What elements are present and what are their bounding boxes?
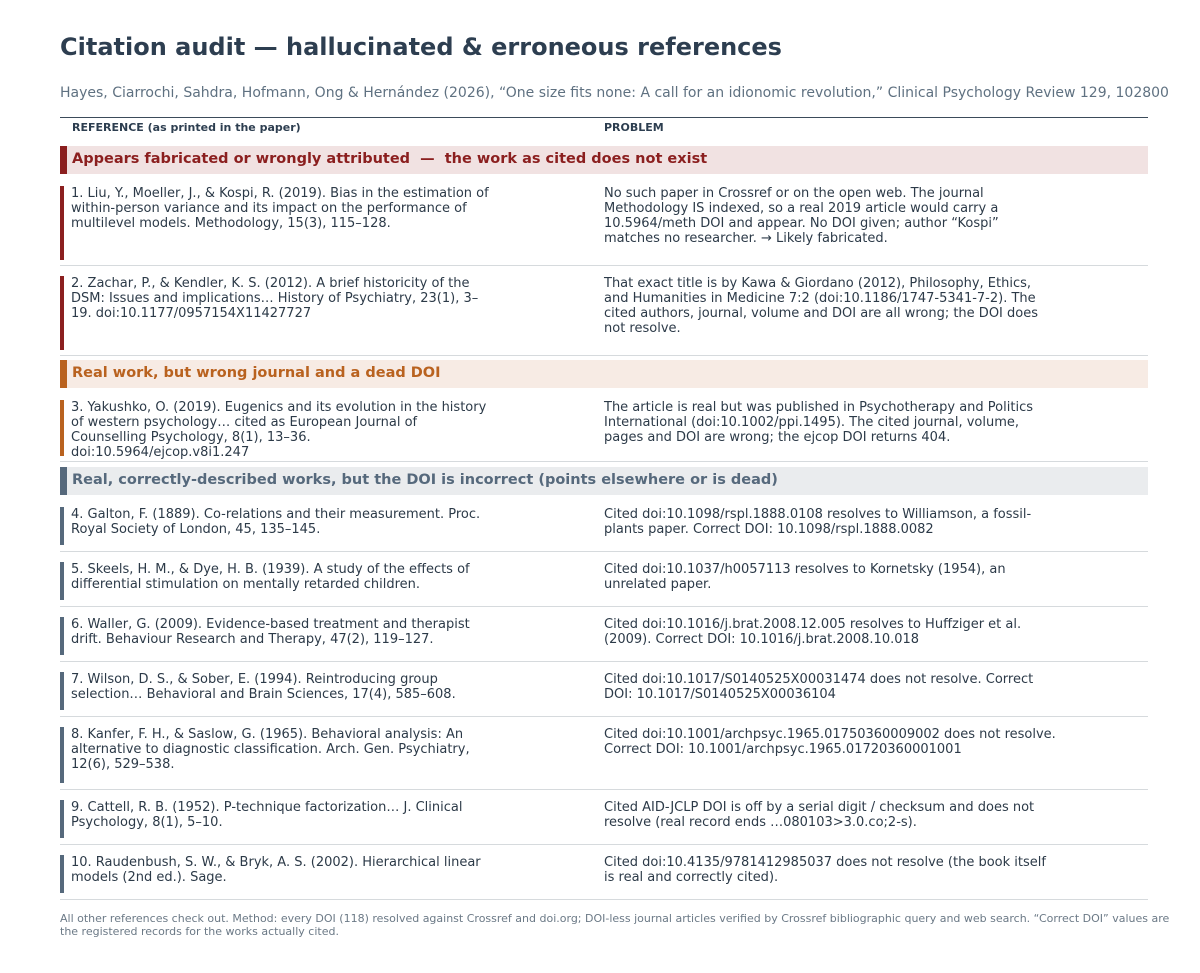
header-rule <box>60 117 1148 118</box>
section-color-bar <box>60 360 67 388</box>
row-color-bar <box>60 727 64 783</box>
row-color-bar <box>60 800 64 838</box>
reference-cell: 7. Wilson, D. S., & Sober, E. (1994). Reintroducing group selection… Behavioral and Brain Sciences, 17(4), 585–608. <box>71 672 456 702</box>
row-color-bar <box>60 617 64 655</box>
table-row <box>60 617 1148 655</box>
reference-cell: 8. Kanfer, F. H., & Saslow, G. (1965). Behavioral analysis: An alternative to diagnostic classification. Arch. Gen. Psychiatry, 12(6), 529–538. <box>71 727 470 772</box>
reference-cell: 4. Galton, F. (1889). Co-relations and their measurement. Proc. Royal Society of London, 45, 135–145. <box>71 507 481 537</box>
problem-cell: Cited doi:10.1016/j.brat.2008.12.005 resolves to Huffziger et al. (2009). Correct DOI: 10.1016/j.brat.2008.10.018 <box>604 617 1022 647</box>
problem-cell: Cited doi:10.1017/S0140525X00031474 does not resolve. Correct DOI: 10.1017/S0140525X00036104 <box>604 672 1034 702</box>
reference-cell: 3. Yakushko, O. (2019). Eugenics and its evolution in the history of western psychology… cited as European Journal of Counselling Psychology, 8(1), 13–36. doi:10.5964/ejcop.v8i1.247 <box>71 400 487 460</box>
section-incorrect-doi <box>60 467 1148 495</box>
problem-cell: The article is real but was published in Psychotherapy and Politics International (doi:10.1002/ppi.1495). The cited journal, volume, pages and DOI are wrong; the ejcop DOI returns 404. <box>604 400 1033 445</box>
reference-cell: 10. Raudenbush, S. W., & Bryk, A. S. (2002). Hierarchical linear models (2nd ed.). Sage. <box>71 855 481 885</box>
column-header-reference: REFERENCE (as printed in the paper) <box>72 121 301 134</box>
table-row <box>60 562 1148 600</box>
reference-cell: 9. Cattell, R. B. (1952). P-technique factorization… J. Clinical Psychology, 8(1), 5–10. <box>71 800 463 830</box>
table-row <box>60 276 1148 350</box>
table-row <box>60 727 1148 783</box>
row-color-bar <box>60 507 64 545</box>
problem-cell: Cited doi:10.1037/h0057113 resolves to Kornetsky (1954), an unrelated paper. <box>604 562 1006 592</box>
row-divider <box>60 355 1148 356</box>
section-label: Appears fabricated or wrongly attributed — the work as cited does not exist <box>72 151 708 167</box>
row-divider <box>60 661 1148 662</box>
section-color-bar <box>60 146 67 174</box>
row-divider <box>60 461 1148 462</box>
reference-cell: 2. Zachar, P., & Kendler, K. S. (2012). A brief historicity of the DSM: Issues and implications… History of Psychiatry, 23(1), 3–19. doi:10.1177/0957154X11427727 <box>71 276 479 321</box>
problem-cell: Cited doi:10.1098/rspl.1888.0108 resolves to Williamson, a fossil-plants paper. Correct DOI: 10.1098/rspl.1888.0082 <box>604 507 1032 537</box>
section-label: Real work, but wrong journal and a dead DOI <box>72 365 441 381</box>
page-subtitle: Hayes, Ciarrochi, Sahdra, Hofmann, Ong & Hernández (2026), “One size fits none: A call for an idionomic revolution,” Clinical Psychology Review 129, 102800 <box>60 85 1169 101</box>
table-row <box>60 186 1148 260</box>
row-divider <box>60 265 1148 266</box>
problem-cell: Cited doi:10.1001/archpsyc.1965.01750360009002 does not resolve. Correct DOI: 10.1001/archpsyc.1965.01720360001001 <box>604 727 1056 757</box>
section-label: Real, correctly-described works, but the DOI is incorrect (points elsewhere or is dead) <box>72 472 778 488</box>
section-fabricated <box>60 146 1148 174</box>
section-wrong-journal <box>60 360 1148 388</box>
reference-cell: 6. Waller, G. (2009). Evidence-based treatment and therapist drift. Behaviour Research and Therapy, 47(2), 119–127. <box>71 617 470 647</box>
problem-cell: No such paper in Crossref or on the open web. The journal Methodology IS indexed, so a real 2019 article would carry a 10.5964/meth DOI and appear. No DOI given; author “Kospi” matches no researcher. → Likely fabricated. <box>604 186 999 246</box>
page-title: Citation audit — hallucinated & erroneous references <box>60 33 782 61</box>
row-color-bar <box>60 186 64 260</box>
table-row <box>60 400 1148 460</box>
footnote: All other references check out. Method: every DOI (118) resolved against Crossref and doi.org; DOI-less journal articles verified by Crossref bibliographic query and web search. “Correct DOI” values are the registered records for the works actually cited. <box>60 912 1170 938</box>
row-color-bar <box>60 855 64 893</box>
row-divider <box>60 606 1148 607</box>
row-color-bar <box>60 400 64 456</box>
section-color-bar <box>60 467 67 495</box>
table-row <box>60 800 1148 838</box>
row-color-bar <box>60 276 64 350</box>
row-color-bar <box>60 672 64 710</box>
row-color-bar <box>60 562 64 600</box>
row-divider <box>60 551 1148 552</box>
table-row <box>60 507 1148 545</box>
table-row <box>60 855 1148 893</box>
column-header-problem: PROBLEM <box>604 121 664 134</box>
reference-cell: 5. Skeels, H. M., & Dye, H. B. (1939). A study of the effects of differential stimulation on mentally retarded children. <box>71 562 470 592</box>
row-divider <box>60 844 1148 845</box>
table-row <box>60 672 1148 710</box>
reference-cell: 1. Liu, Y., Moeller, J., & Kospi, R. (2019). Bias in the estimation of within-person variance and its impact on the performance of multilevel models. Methodology, 15(3), 115–128. <box>71 186 489 231</box>
problem-cell: Cited AID-JCLP DOI is off by a serial digit / checksum and does not resolve (real record ends …080103>3.0.co;2-s). <box>604 800 1035 830</box>
row-divider <box>60 789 1148 790</box>
row-divider <box>60 716 1148 717</box>
problem-cell: That exact title is by Kawa & Giordano (2012), Philosophy, Ethics, and Humanities in Medicine 7:2 (doi:10.1186/1747-5341-7-2). The cited authors, journal, volume and DOI are all wrong; the DOI does not resolve. <box>604 276 1038 336</box>
row-divider <box>60 899 1148 900</box>
problem-cell: Cited doi:10.4135/9781412985037 does not resolve (the book itself is real and correctly cited). <box>604 855 1046 885</box>
